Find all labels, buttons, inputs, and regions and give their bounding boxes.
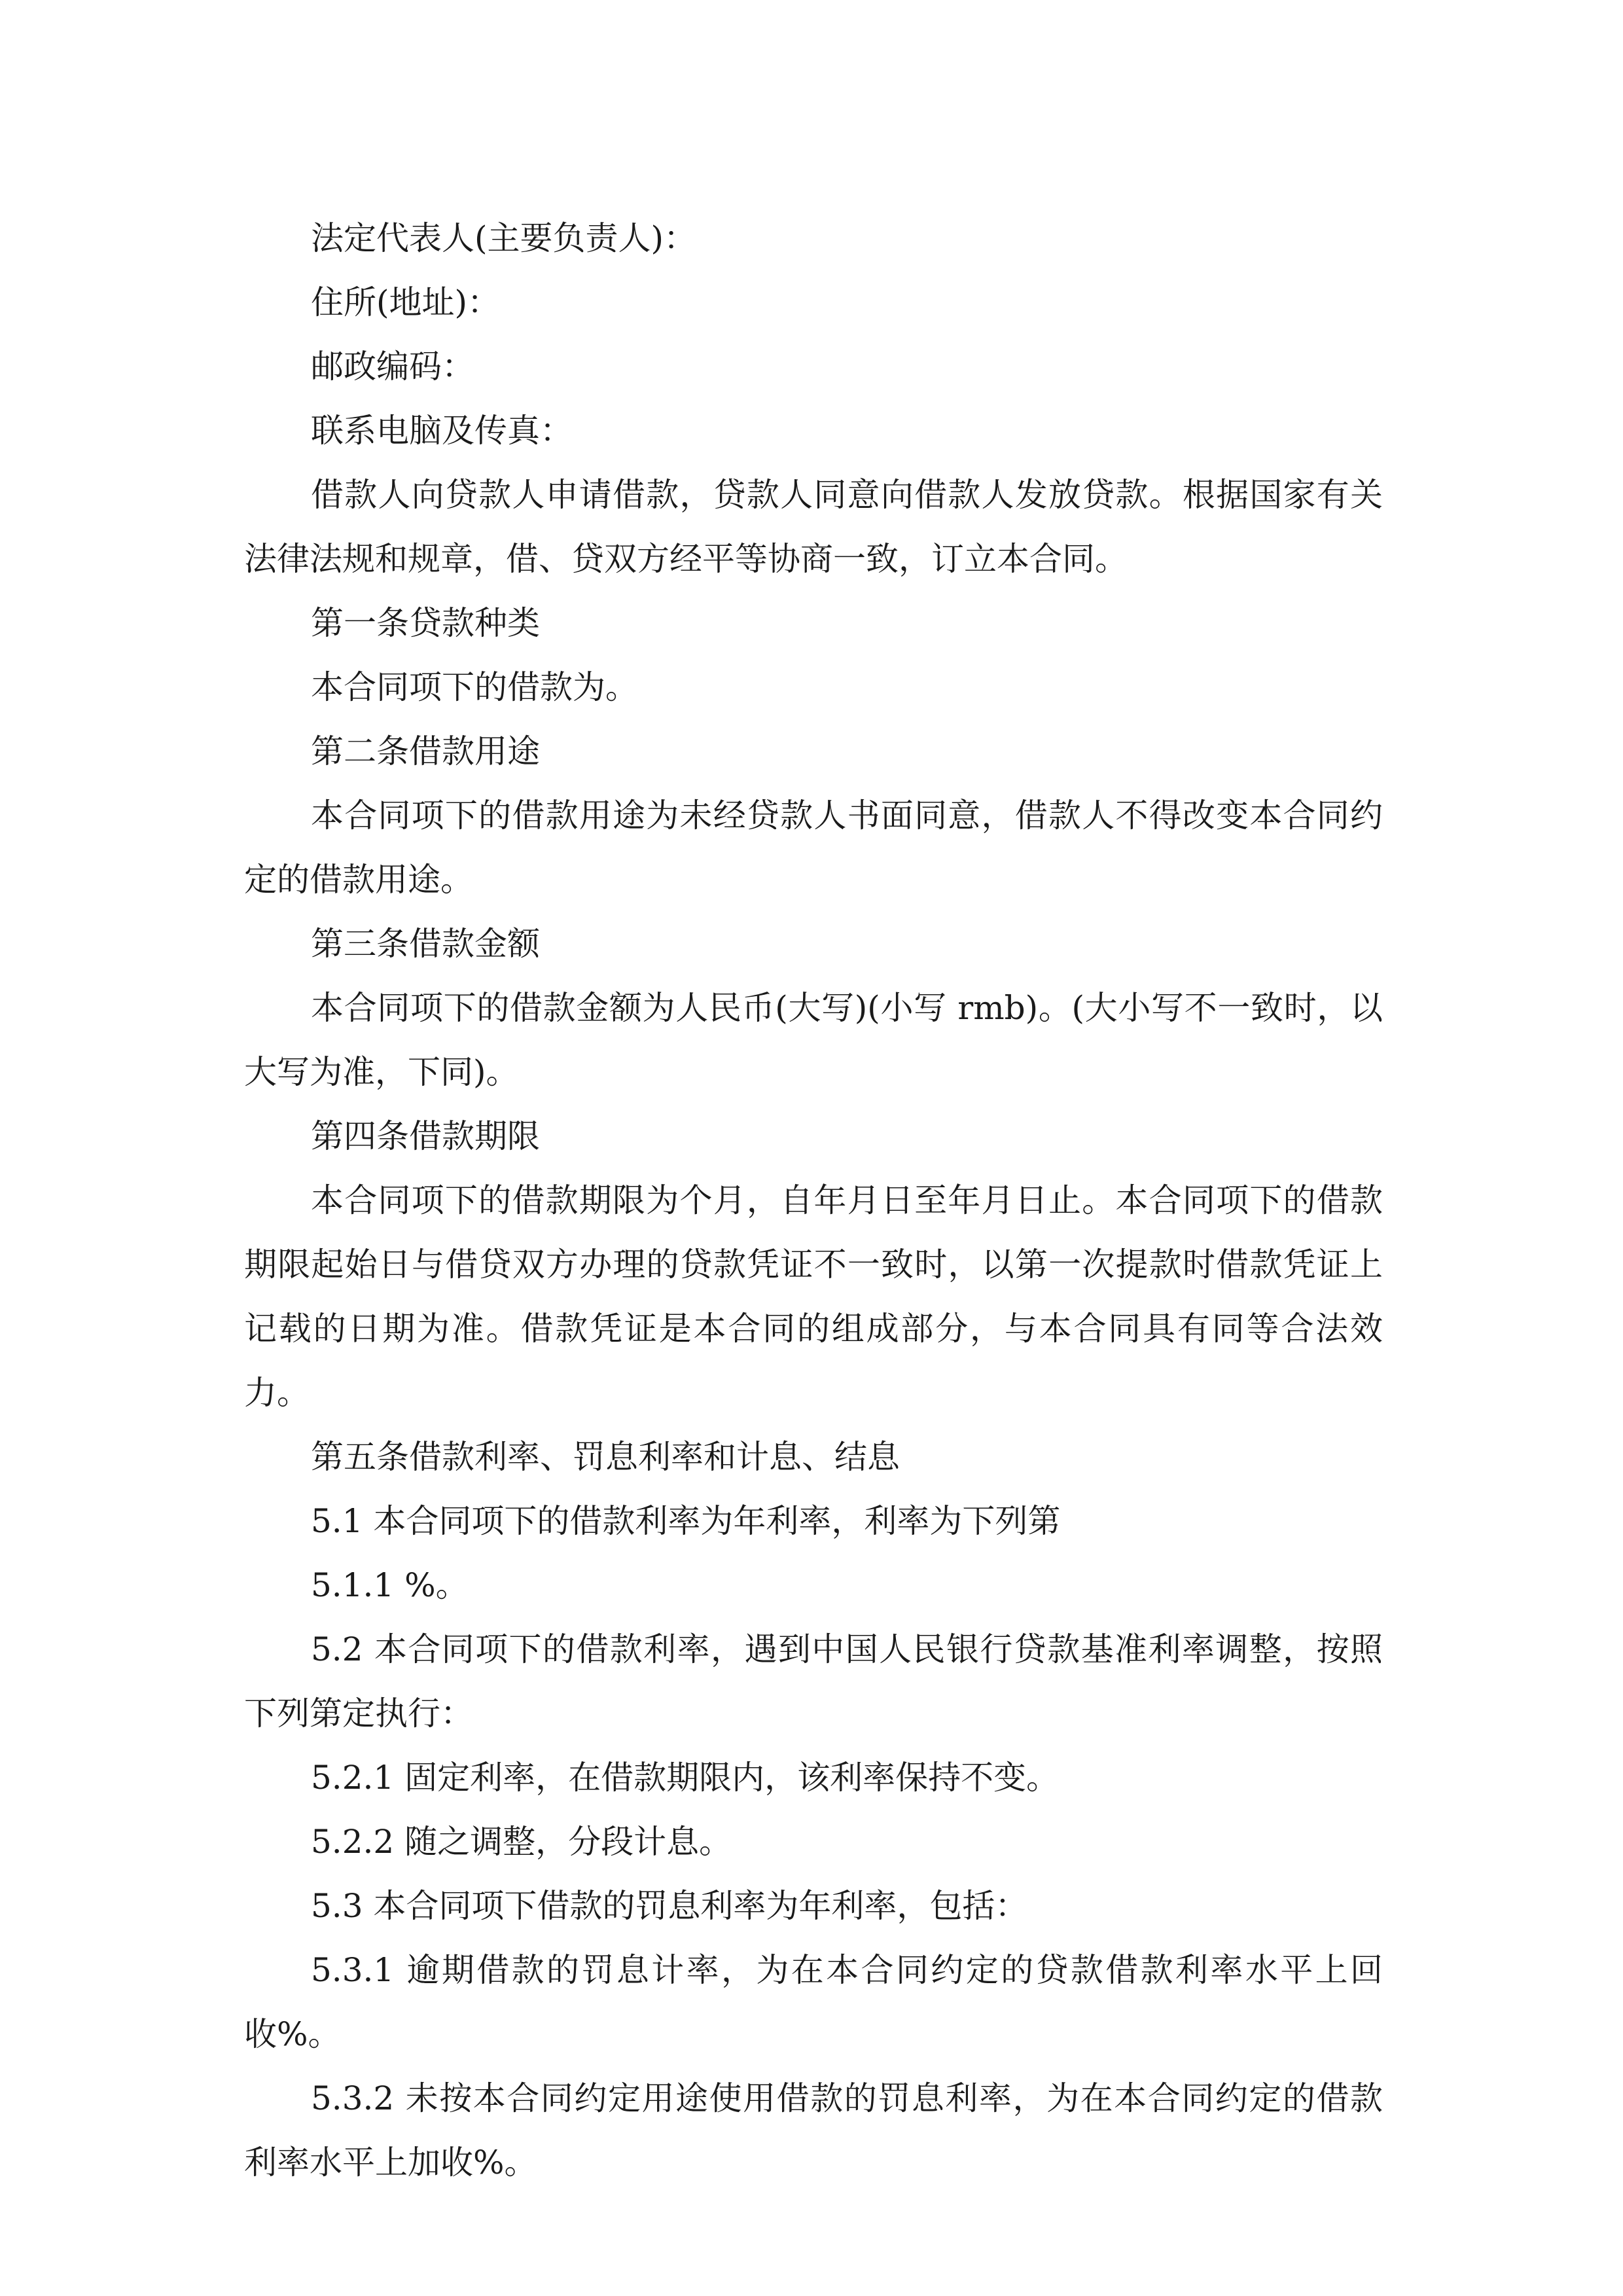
clause-5-2-1: 5.2.1 固定利率，在借款期限内，该利率保持不变。 (311, 1759, 1060, 1797)
clause-5-1: 5.1 本合同项下的借款利率为年利率，利率为下列第 (311, 1502, 1061, 1540)
article-5-heading: 第五条借款利率、罚息利率和计息、结息 (311, 1438, 900, 1476)
article-4-body: 本合同项下的借款期限为个月，自年月日至年月日止。本合同项下的借款期限起始日与借贷双方办理的贷款凭证不一致时，以第一次提款时借款凭证上记载的日期为准。借款凭证是本合同的组成部分，与本合同具有同等合法效力。 (244, 1181, 1383, 1412)
article-2-body: 本合同项下的借款用途为未经贷款人书面同意，借款人不得改变本合同约定的借款用途。 (244, 797, 1383, 899)
clause-5-3-1: 5.3.1 逾期借款的罚息计率，为在本合同约定的贷款借款利率水平上回收%。 (244, 1951, 1383, 2053)
clause-5-3-2: 5.3.2 未按本合同约定用途使用借款的罚息利率，为在本合同约定的借款利率水平上加收%。 (244, 2079, 1383, 2181)
address-line: 住所(地址)： (311, 283, 501, 321)
clause-5-3: 5.3 本合同项下借款的罚息利率为年利率，包括： (311, 1887, 1028, 1925)
article-2-heading: 第二条借款用途 (311, 732, 540, 770)
article-1-heading: 第一条贷款种类 (311, 604, 540, 642)
article-4-heading: 第四条借款期限 (311, 1117, 540, 1155)
article-3-heading: 第三条借款金额 (311, 925, 540, 963)
postal-code-line: 邮政编码： (311, 348, 474, 386)
document-page (244, 206, 1383, 2195)
article-3-body: 本合同项下的借款金额为人民币(大写)(小写 rmb)。(大小写不一致时，以大写为准，下同)。 (244, 989, 1383, 1091)
clause-5-2-2: 5.2.2 随之调整，分段计息。 (311, 1823, 732, 1861)
contact-phone-fax-line: 联系电脑及传真： (311, 412, 573, 450)
legal-representative-line: 法定代表人(主要负责人)： (311, 219, 697, 257)
preamble-paragraph: 借款人向贷款人申请借款，贷款人同意向借款人发放贷款。根据国家有关法律法规和规章，借、贷双方经平等协商一致，订立本合同。 (244, 476, 1383, 578)
clause-5-1-1: 5.1.1 %。 (311, 1566, 469, 1604)
clause-5-2: 5.2 本合同项下的借款利率，遇到中国人民银行贷款基准利率调整，按照下列第定执行： (244, 1630, 1383, 1732)
article-1-body: 本合同项下的借款为。 (311, 668, 638, 706)
